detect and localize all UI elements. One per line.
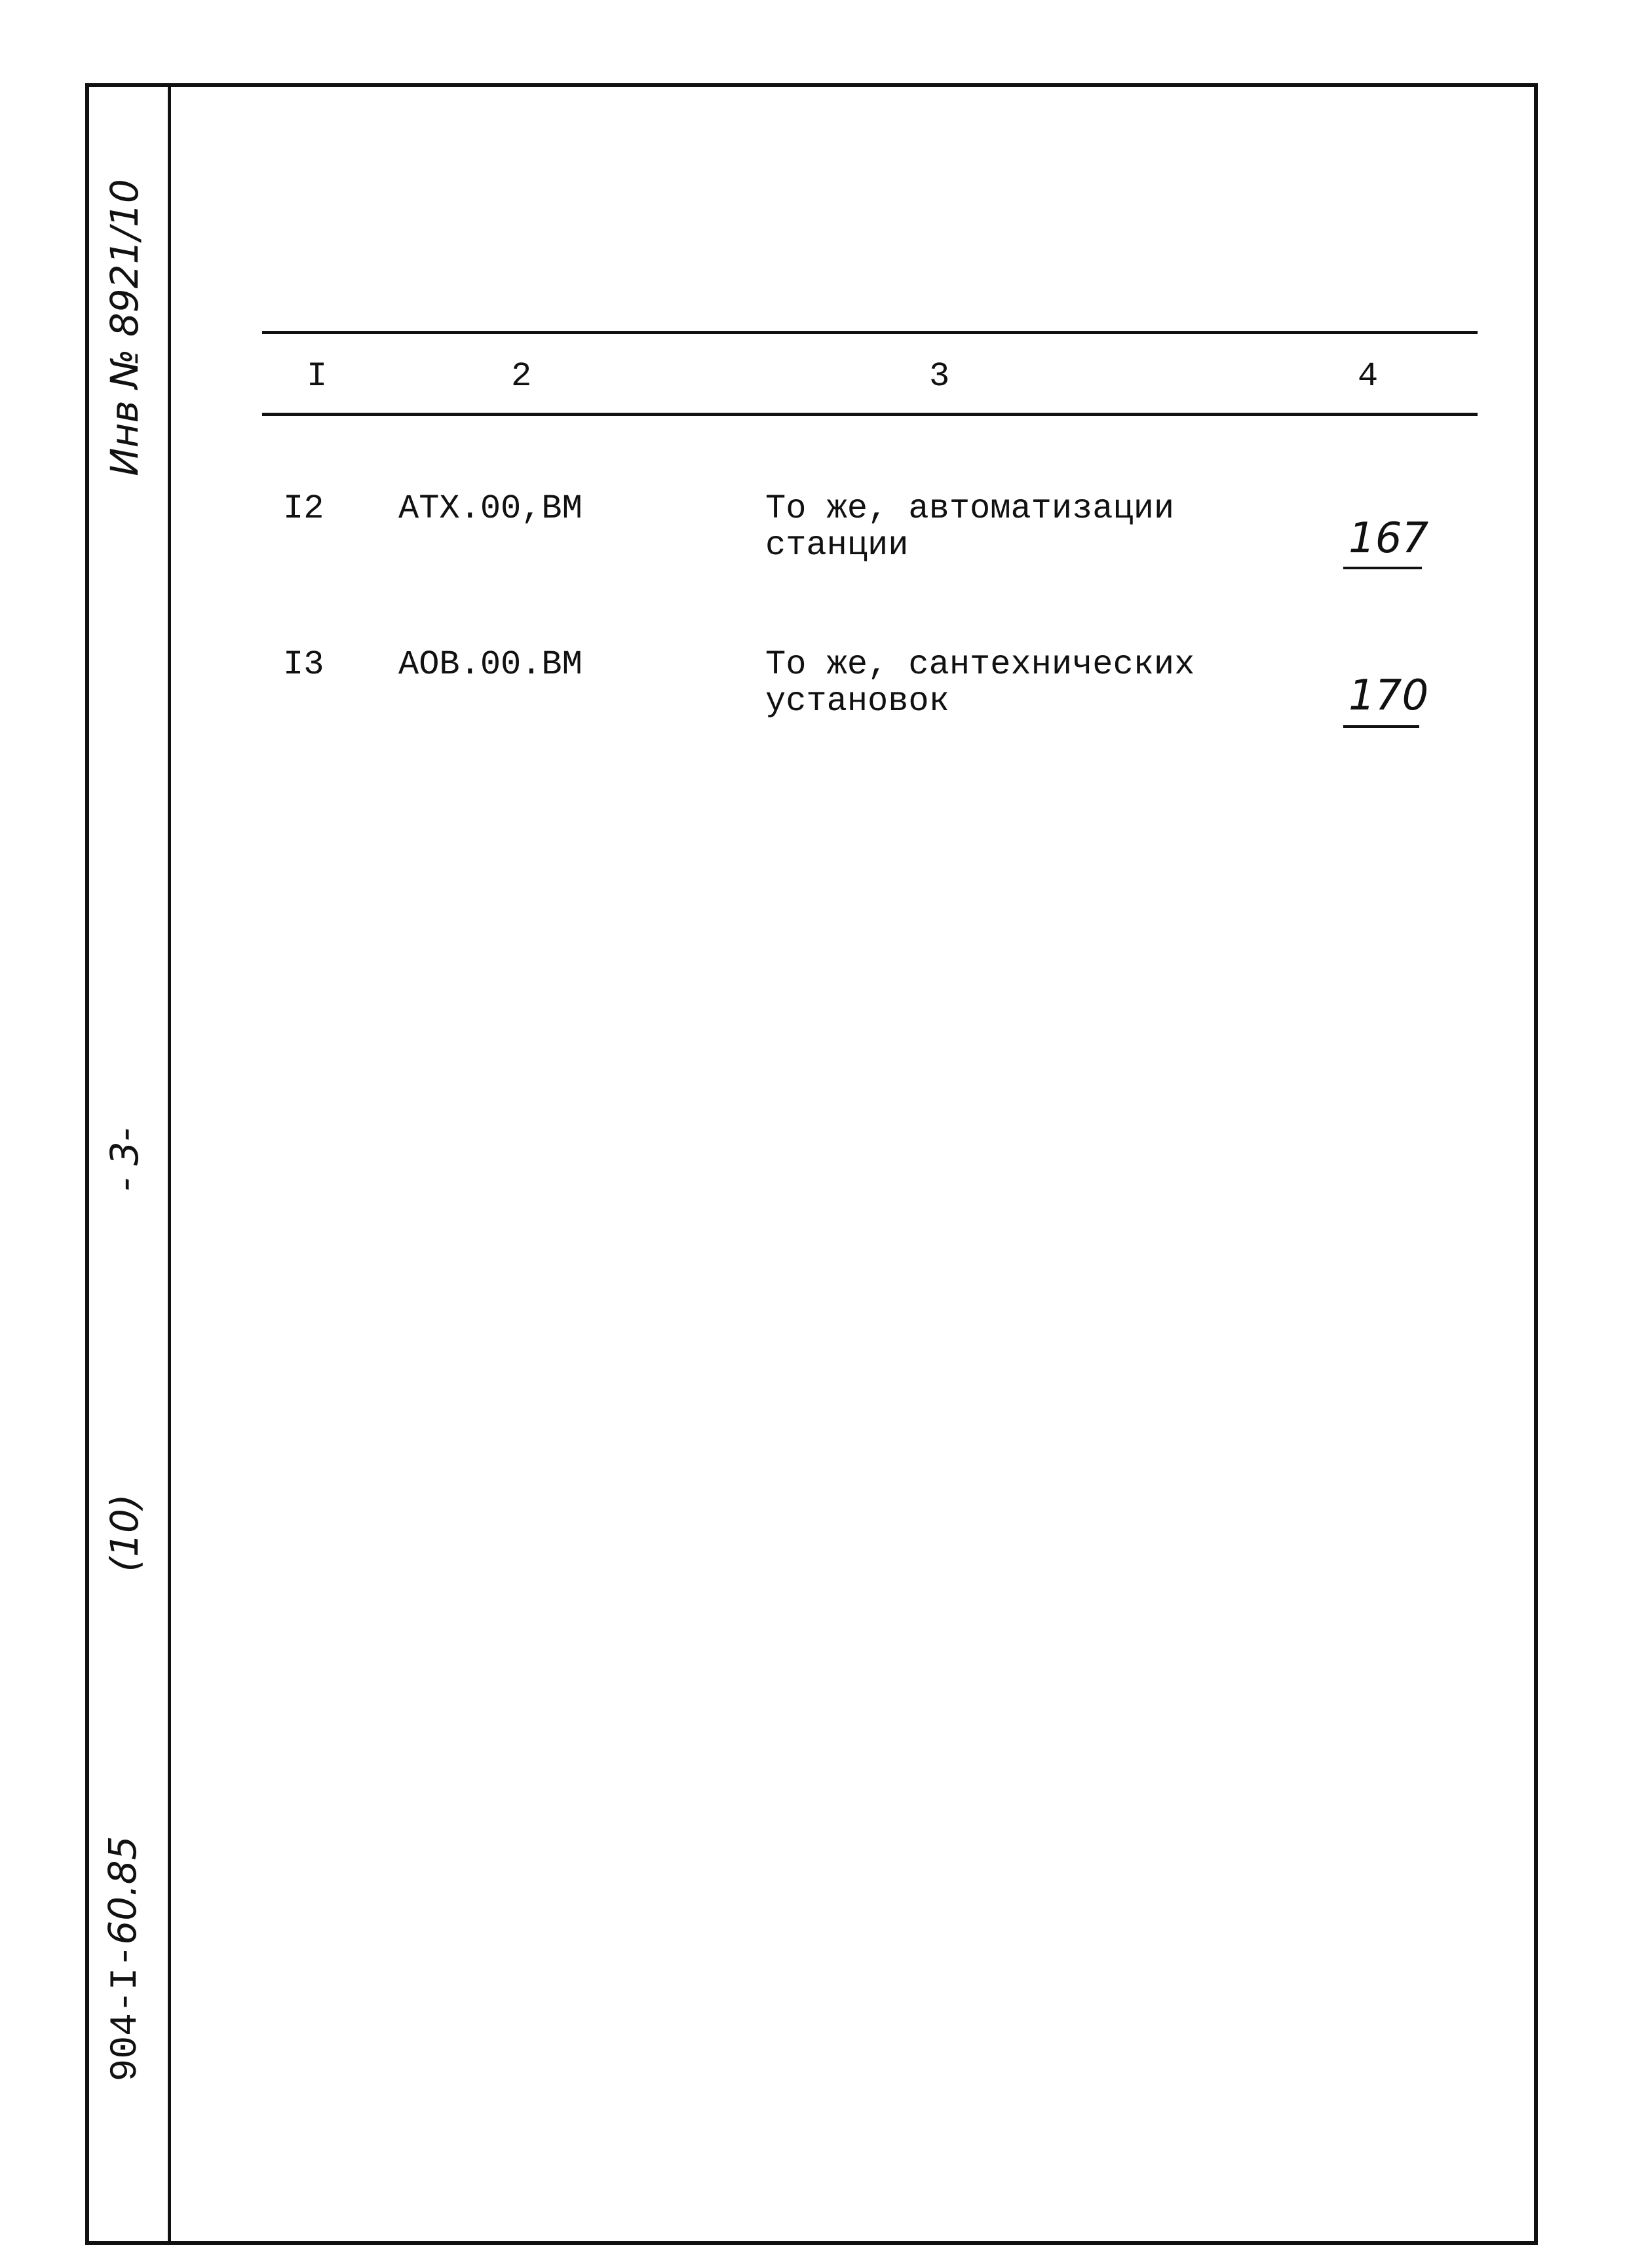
column-header-4: 4 xyxy=(1358,357,1379,396)
inventory-number: № 8921/10 xyxy=(102,179,147,388)
row-description-line2: установок xyxy=(765,682,949,721)
page-frame xyxy=(85,83,1538,2245)
page-marker: - 3- xyxy=(102,1127,147,1192)
table-top-rule xyxy=(262,331,1478,334)
row-number: I3 xyxy=(283,645,324,684)
column-header-3: 3 xyxy=(929,357,950,396)
inventory-label: Инв xyxy=(102,400,147,476)
column-header-2: 2 xyxy=(511,357,532,396)
document-code-suffix: 60.85 xyxy=(100,1836,145,1945)
row-code: АОВ.00.ВМ xyxy=(398,645,583,684)
sheet-marker: (10) xyxy=(102,1494,147,1572)
row-number: I2 xyxy=(283,489,324,528)
document-code xyxy=(100,1836,147,2082)
row-description-line1: То же, сантехнических xyxy=(765,645,1195,684)
row-page-ref: 170 xyxy=(1348,671,1429,720)
page-ref-underline xyxy=(1343,725,1419,728)
inventory-annotation xyxy=(102,179,147,476)
row-description-line1: То же, автоматизации xyxy=(765,489,1175,528)
row-code: АТХ.00,ВМ xyxy=(398,489,583,528)
row-description-line2: станции xyxy=(765,526,909,565)
binding-margin-line xyxy=(168,83,171,2245)
table-header-rule xyxy=(262,413,1478,416)
column-header-1: I xyxy=(307,357,328,396)
row-page-ref: 167 xyxy=(1348,514,1429,563)
page-ref-underline xyxy=(1343,567,1422,569)
document-code-prefix: 904-I- xyxy=(105,1944,147,2082)
